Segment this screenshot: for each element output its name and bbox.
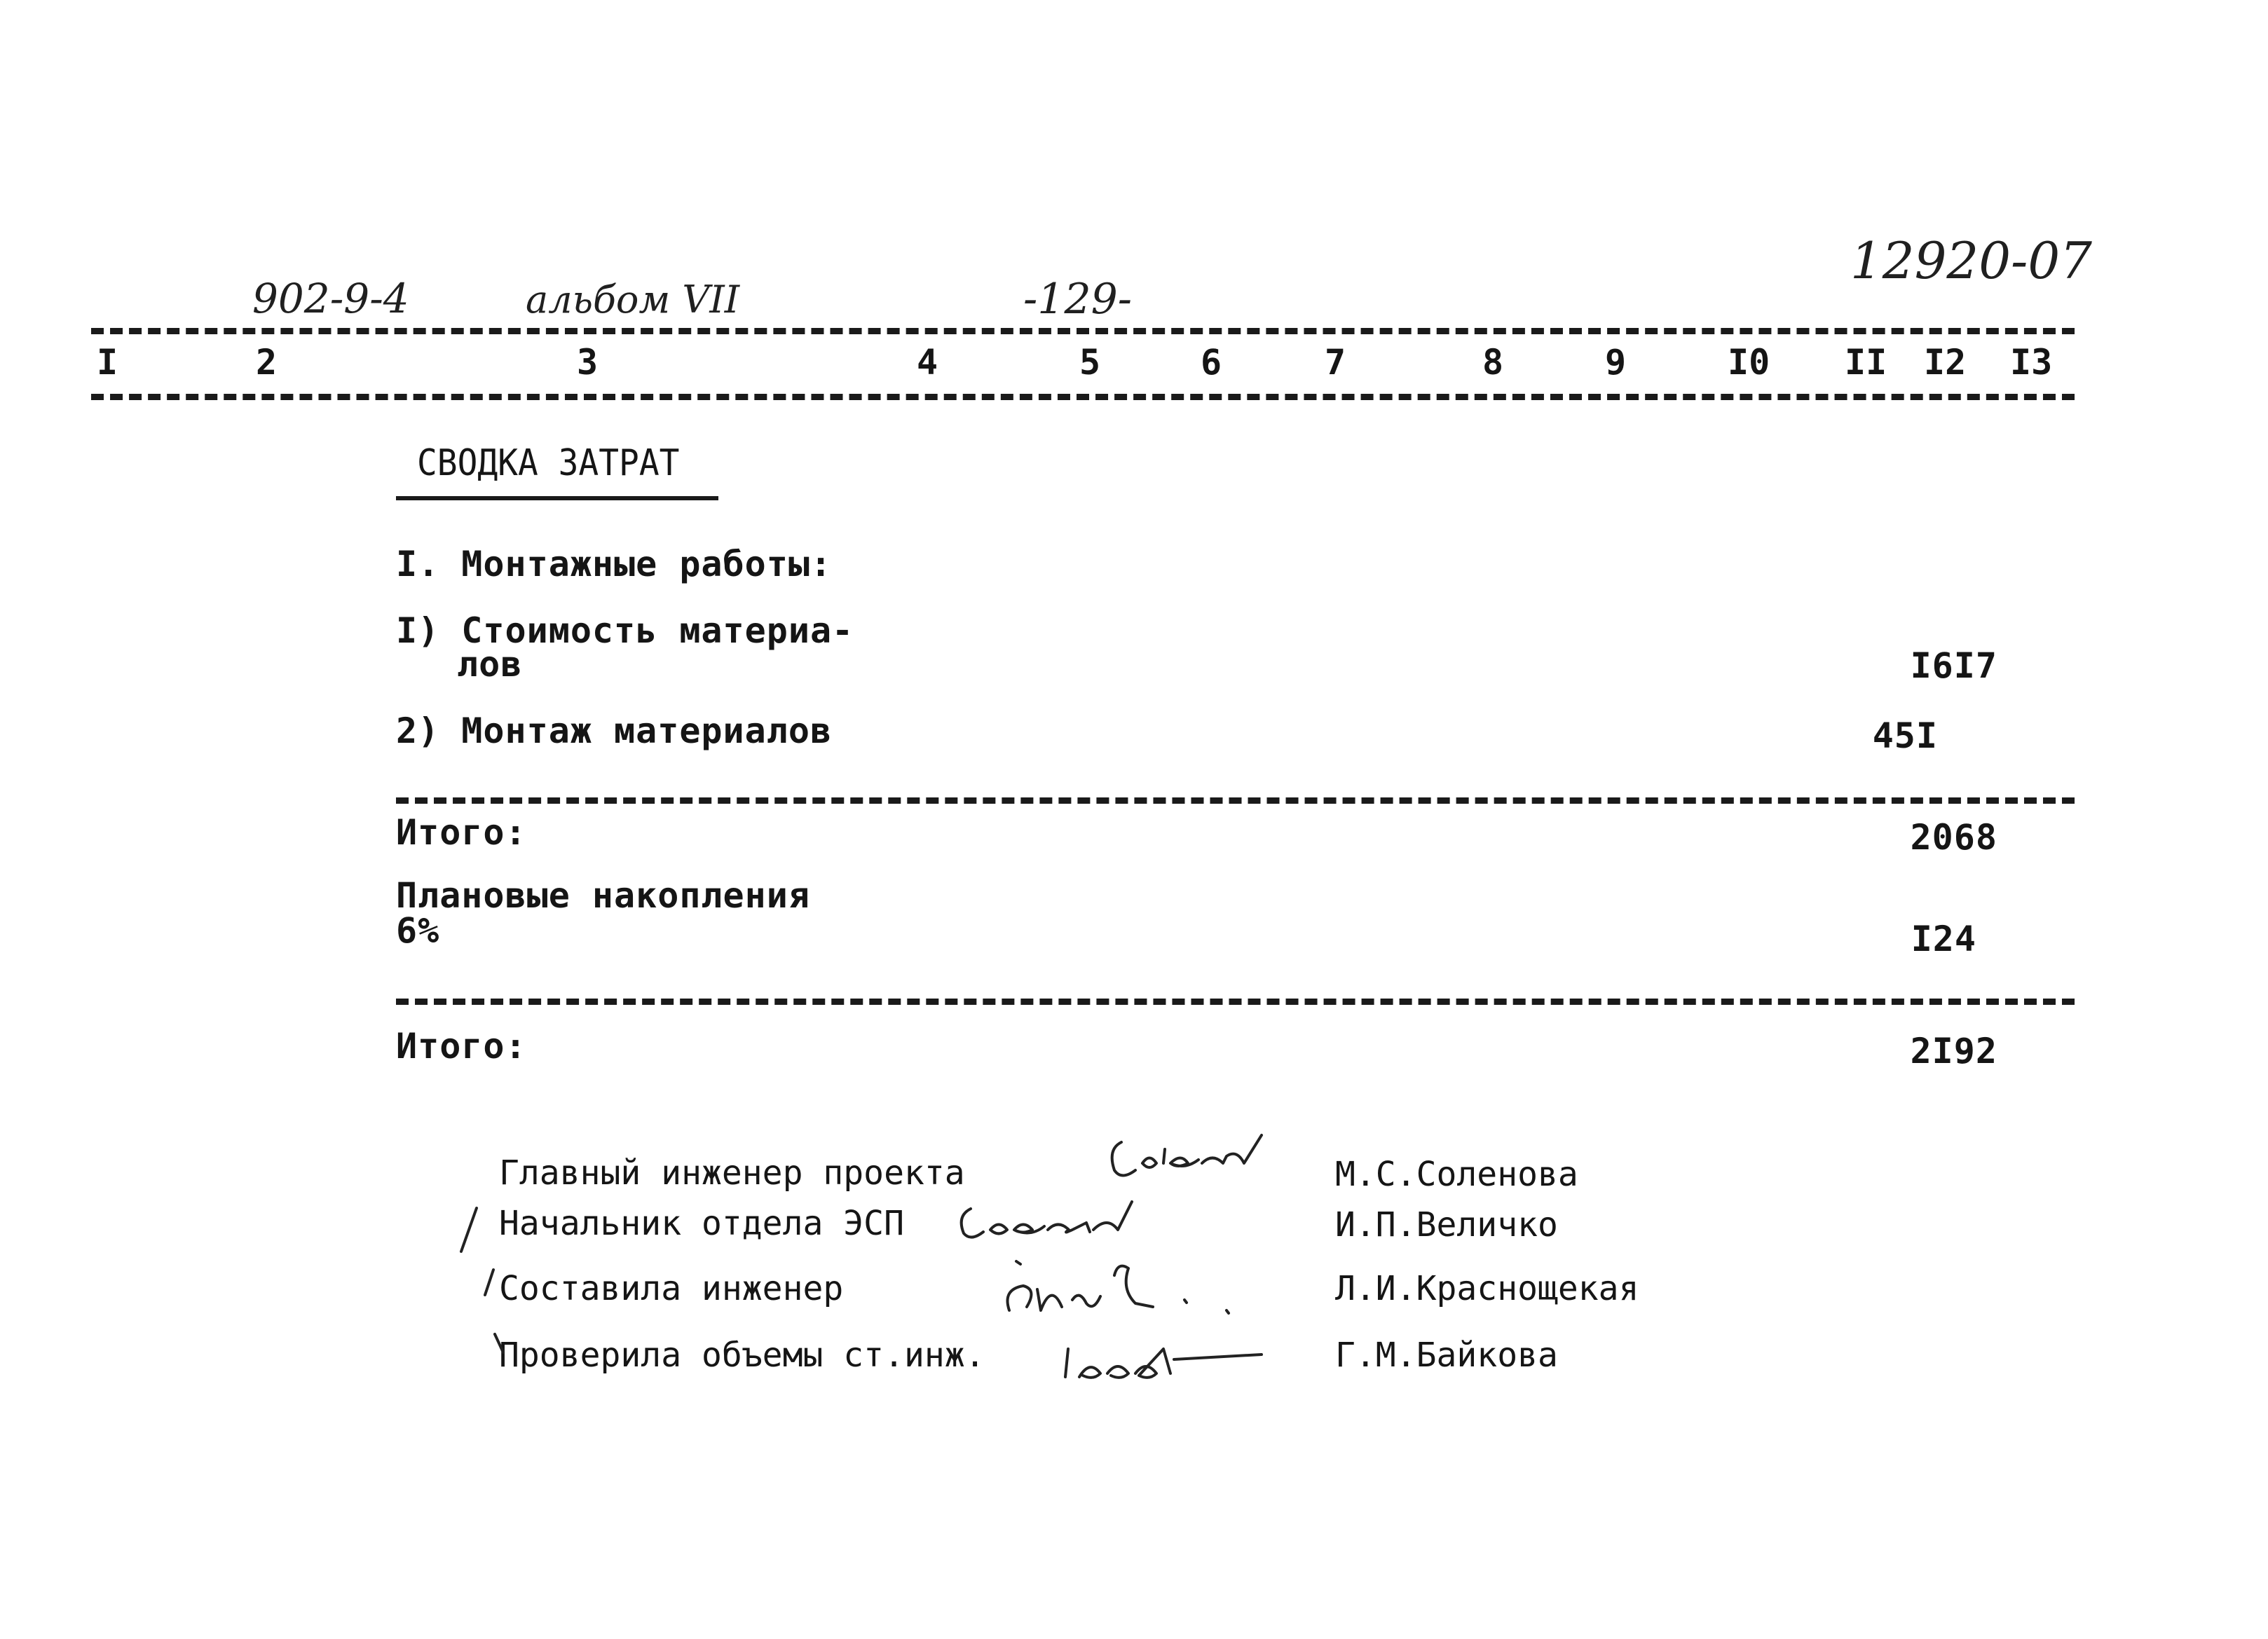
margin-slash-1 [456, 1205, 484, 1254]
section-heading: I. Монтажные работы: [396, 544, 833, 584]
signature-role-1: Главный инженер проекта [499, 1153, 965, 1193]
document-title: СВОДКА ЗАТРАТ [417, 442, 680, 484]
column-number-6: 6 [1201, 342, 1222, 383]
subtotal-rule [396, 797, 2075, 804]
column-number-1: I [97, 342, 118, 383]
subtotal-label: Итого: [396, 812, 527, 853]
column-number-4: 4 [917, 342, 938, 383]
signature-3 [995, 1247, 1262, 1324]
column-number-2: 2 [256, 342, 278, 383]
header-top-rule [91, 328, 2075, 334]
column-number-3: 3 [577, 342, 599, 383]
column-number-9: 9 [1605, 342, 1627, 383]
signature-role-2: Начальник отдела ЭСП [499, 1204, 904, 1243]
signature-name-2: И.П.Величко [1335, 1205, 1558, 1244]
planned-label-line1: Плановые накопления [396, 875, 810, 916]
total-rule [396, 999, 2075, 1005]
column-number-5: 5 [1079, 342, 1101, 383]
signature-role-3: Составила инженер [499, 1269, 844, 1308]
title-underline [396, 496, 718, 500]
signature-name-3: Л.И.Краснощекая [1335, 1269, 1639, 1308]
column-number-8: 8 [1482, 342, 1504, 383]
column-number-7: 7 [1325, 342, 1346, 383]
item1-value: I6I7 [1910, 645, 1997, 686]
item2-value: 45I [1872, 715, 1938, 756]
signature-2 [950, 1191, 1160, 1254]
page-number: -129- [1023, 275, 1133, 324]
signature-role-4: Проверила объемы ст.инж. [499, 1336, 985, 1375]
item1-label-line2: лов [457, 644, 523, 685]
column-number-13: I3 [2010, 342, 2053, 383]
item1-label-line1: I) Стоимость материа- [396, 610, 854, 651]
signature-1 [1100, 1128, 1283, 1191]
subtotal-value: 2068 [1910, 817, 1997, 858]
total-value: 2I92 [1910, 1031, 1997, 1071]
doc-code: 902-9-4 [252, 275, 409, 322]
margin-slash-2 [478, 1267, 499, 1302]
item2-label: 2) Монтаж материалов [396, 711, 833, 751]
signature-4 [1051, 1321, 1276, 1391]
total-label: Итого: [396, 1026, 527, 1067]
planned-label-line2: 6% [396, 910, 440, 951]
sheet-number: 12920-07 [1850, 231, 2092, 290]
column-number-11: II [1845, 342, 1887, 383]
signature-name-4: Г.М.Байкова [1335, 1336, 1558, 1375]
planned-value: I24 [1911, 919, 1976, 959]
signature-name-1: М.С.Соленова [1335, 1155, 1578, 1194]
margin-slash-3 [491, 1331, 512, 1359]
header-bottom-rule [91, 394, 2075, 400]
column-number-10: I0 [1728, 342, 1770, 383]
album-label: альбом VII [526, 277, 740, 322]
column-number-12: I2 [1924, 342, 1967, 383]
